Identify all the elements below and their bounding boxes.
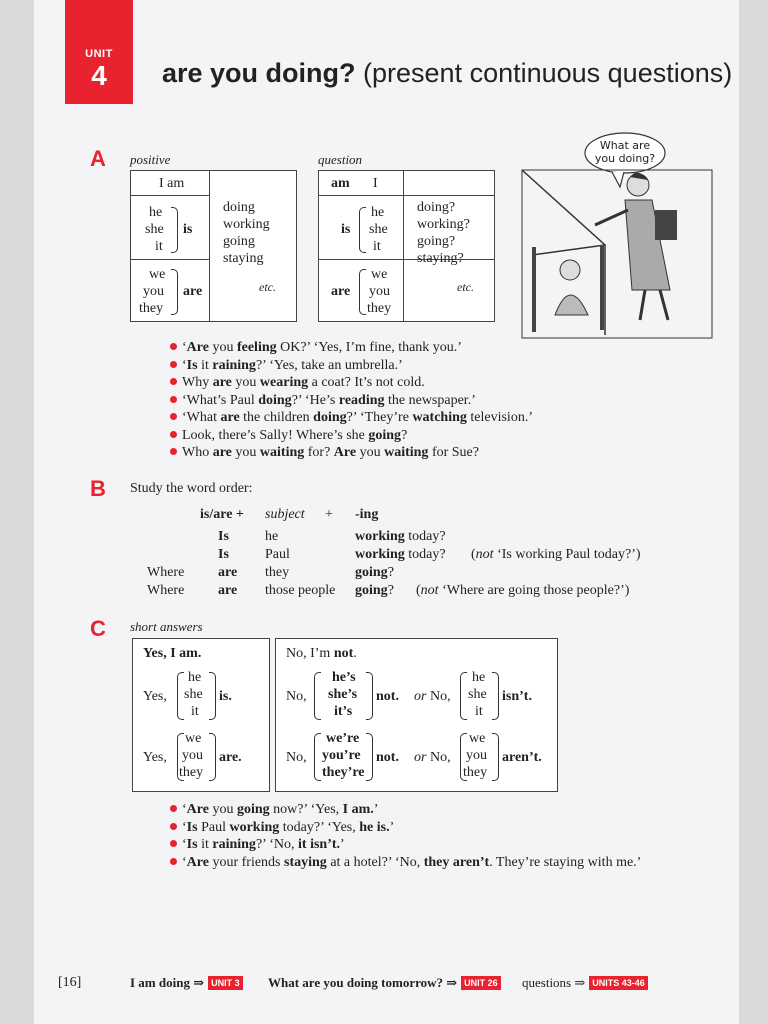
q-i: I (373, 176, 378, 191)
no-shes: she’s (328, 687, 358, 702)
example-a-item: ‘What’s Paul doing?’ ‘He’s reading the newspaper.’ (170, 393, 476, 409)
example-a-item: ‘Are you feeling OK?’ ‘Yes, I’m fine, thank you.’ (170, 340, 462, 356)
no-are-label-2: No, (430, 750, 451, 765)
row-note: (not ‘Where are going those people?’) (416, 583, 630, 598)
q-pronoun-she: she (369, 222, 388, 237)
positive-heading: positive (130, 152, 171, 167)
yes-we: we (185, 731, 202, 746)
page-number: [16] (58, 975, 82, 990)
no-its: it’s (334, 704, 353, 719)
footer-unit-tag-2[interactable]: UNIT 26 (461, 976, 501, 990)
illustration-teacher-and-child (520, 125, 715, 340)
section-b-label: B (90, 476, 106, 501)
row-note: (not ‘Is working Paul today?’) (471, 547, 641, 562)
row-ing: working today? (355, 529, 446, 544)
bullet-icon (170, 343, 177, 350)
q-are: are (331, 284, 351, 299)
footer-unit-tag-3[interactable]: UNITS 43-46 (589, 976, 648, 990)
short-answers-heading: short answers (130, 619, 203, 634)
no-you: you (466, 748, 487, 763)
example-a-item: ‘Is it raining?’ ‘Yes, take an umbrella.’ (170, 358, 403, 374)
q-verb-staying: staying? (417, 251, 464, 266)
bullet-icon (170, 448, 177, 455)
pronoun-it: it (155, 239, 163, 254)
bullet-icon (170, 823, 177, 830)
pronoun-she: she (145, 222, 164, 237)
footer-ref-3-text: questions ⇒ (522, 975, 586, 990)
verb-are: are (183, 284, 203, 299)
question-table (318, 170, 495, 322)
speech-line-2: you doing? (594, 152, 656, 165)
no-isnt: isn’t. (502, 689, 532, 704)
yes-they: they (179, 765, 204, 780)
q-pronoun-they: they (367, 301, 392, 316)
row-ing: going? (355, 565, 394, 580)
verb-going: going (223, 234, 255, 249)
verb-is: is (183, 222, 193, 237)
word-order-intro: Study the word order: (130, 481, 253, 496)
footer-ref-1[interactable] (130, 975, 243, 991)
q-pronoun-he: he (371, 205, 385, 220)
q-pronoun-you: you (369, 284, 390, 299)
verb-doing: doing (223, 200, 255, 215)
row-verb: Is (218, 547, 229, 562)
bullet-icon (170, 840, 177, 847)
header-subject: subject (265, 507, 305, 522)
row-verb: Is (218, 529, 229, 544)
no-i-text: No, I’m not. (286, 646, 357, 661)
row-subject: Paul (265, 547, 290, 562)
footer-ref-2-text: What are you doing tomorrow? ⇒ (268, 975, 458, 990)
example-a-item: Why are you wearing a coat? It’s not cold. (170, 375, 425, 391)
verb-staying: staying (223, 251, 264, 266)
yes-it: it (191, 704, 199, 719)
no-im-not (286, 645, 357, 662)
example-c-item: ‘Are your friends staying at a hotel?’ ‘No, they aren’t. They’re staying with me.’ (170, 855, 641, 871)
speech-line-1: What are (599, 139, 651, 152)
no-arent: aren’t. (502, 750, 542, 765)
footer-ref-2[interactable] (268, 975, 501, 991)
no-she: she (468, 687, 487, 702)
example-c-item: ‘Is it raining?’ ‘No, it isn’t.’ (170, 837, 345, 853)
no-hes: he’s (332, 670, 356, 685)
bullet-icon (170, 361, 177, 368)
pronoun-we: we (149, 267, 166, 282)
no-answers-box (275, 638, 558, 792)
unit-label: UNIT (85, 48, 113, 60)
unit-number: 4 (91, 60, 107, 91)
yes-i-am: Yes, I am. (143, 646, 202, 661)
no-are-label: No, (286, 750, 307, 765)
header-ing: -ing (355, 507, 379, 522)
bullet-icon (170, 858, 177, 865)
row-verb: are (218, 583, 238, 598)
section-c-label: C (90, 616, 106, 641)
yes-answers-box (132, 638, 270, 792)
no-we: we (469, 731, 486, 746)
row-subject: they (265, 565, 290, 580)
row-wh-word: Where (147, 583, 185, 598)
etc-question: etc. (457, 280, 474, 294)
no-he: he (472, 670, 486, 685)
footer-ref-1-text: I am doing ⇒ (130, 975, 205, 990)
page-title (162, 58, 732, 89)
row-i-am: I am (159, 176, 185, 191)
footer-ref-3[interactable] (522, 975, 648, 991)
title-bold: are you doing? (162, 58, 356, 88)
pronoun-he: he (149, 205, 163, 220)
q-is: is (341, 222, 351, 237)
q-verb-going: going? (417, 234, 456, 249)
no-were: we’re (326, 731, 360, 746)
q-verb-doing: doing? (417, 200, 456, 215)
unit-badge (65, 0, 133, 104)
q-pronoun-it: it (373, 239, 381, 254)
q-am: am (331, 176, 350, 191)
no-theyre: they’re (322, 765, 365, 780)
example-a-item: Look, there’s Sally! Where’s she going? (170, 428, 407, 444)
footer-unit-tag-1[interactable]: UNIT 3 (208, 976, 243, 990)
question-heading: question (318, 152, 363, 167)
no-is-label: No, (286, 689, 307, 704)
bullet-icon (170, 396, 177, 403)
bullet-icon (170, 431, 177, 438)
row-ing: working today? (355, 547, 446, 562)
no-it: it (475, 704, 483, 719)
positive-table (130, 170, 297, 322)
example-c-item: ‘Is Paul working today?’ ‘Yes, he is.’ (170, 820, 394, 836)
verb-working: working (223, 217, 270, 232)
pronoun-they: they (139, 301, 164, 316)
yes-you: you (182, 748, 203, 763)
example-a-item: ‘What are the children doing?’ ‘They’re watching television.’ (170, 410, 533, 426)
section-a-label: A (90, 146, 106, 171)
no-youre: you’re (322, 748, 361, 763)
bullet-icon (170, 378, 177, 385)
yes-is: is. (219, 689, 232, 704)
no-is-label-2: No, (430, 689, 451, 704)
no-they: they (463, 765, 488, 780)
q-verb-working: working? (417, 217, 470, 232)
title-rest: (present continuous questions) (355, 58, 733, 88)
q-pronoun-we: we (371, 267, 388, 282)
no-not-is: not. (376, 689, 399, 704)
no-not-are: not. (376, 750, 399, 765)
yes-she: she (184, 687, 203, 702)
row-subject: those people (265, 583, 336, 598)
or-is: or (414, 689, 427, 704)
example-a-item: Who are you waiting for? Are you waiting for Sue? (170, 445, 479, 461)
row-subject: he (265, 529, 279, 544)
yes-are: are. (219, 750, 242, 765)
or-are: or (414, 750, 427, 765)
header-plus: + (325, 507, 333, 522)
yes-he: he (188, 670, 202, 685)
etc-positive: etc. (259, 280, 276, 294)
row-verb: are (218, 565, 238, 580)
yes-is-label: Yes, (143, 689, 167, 704)
header-isare: is/are + (200, 507, 244, 522)
row-ing: going? (355, 583, 394, 598)
yes-are-label: Yes, (143, 750, 167, 765)
pronoun-you: you (143, 284, 164, 299)
bullet-icon (170, 805, 177, 812)
example-c-item: ‘Are you going now?’ ‘Yes, I am.’ (170, 802, 378, 818)
bullet-icon (170, 413, 177, 420)
row-wh-word: Where (147, 565, 185, 580)
